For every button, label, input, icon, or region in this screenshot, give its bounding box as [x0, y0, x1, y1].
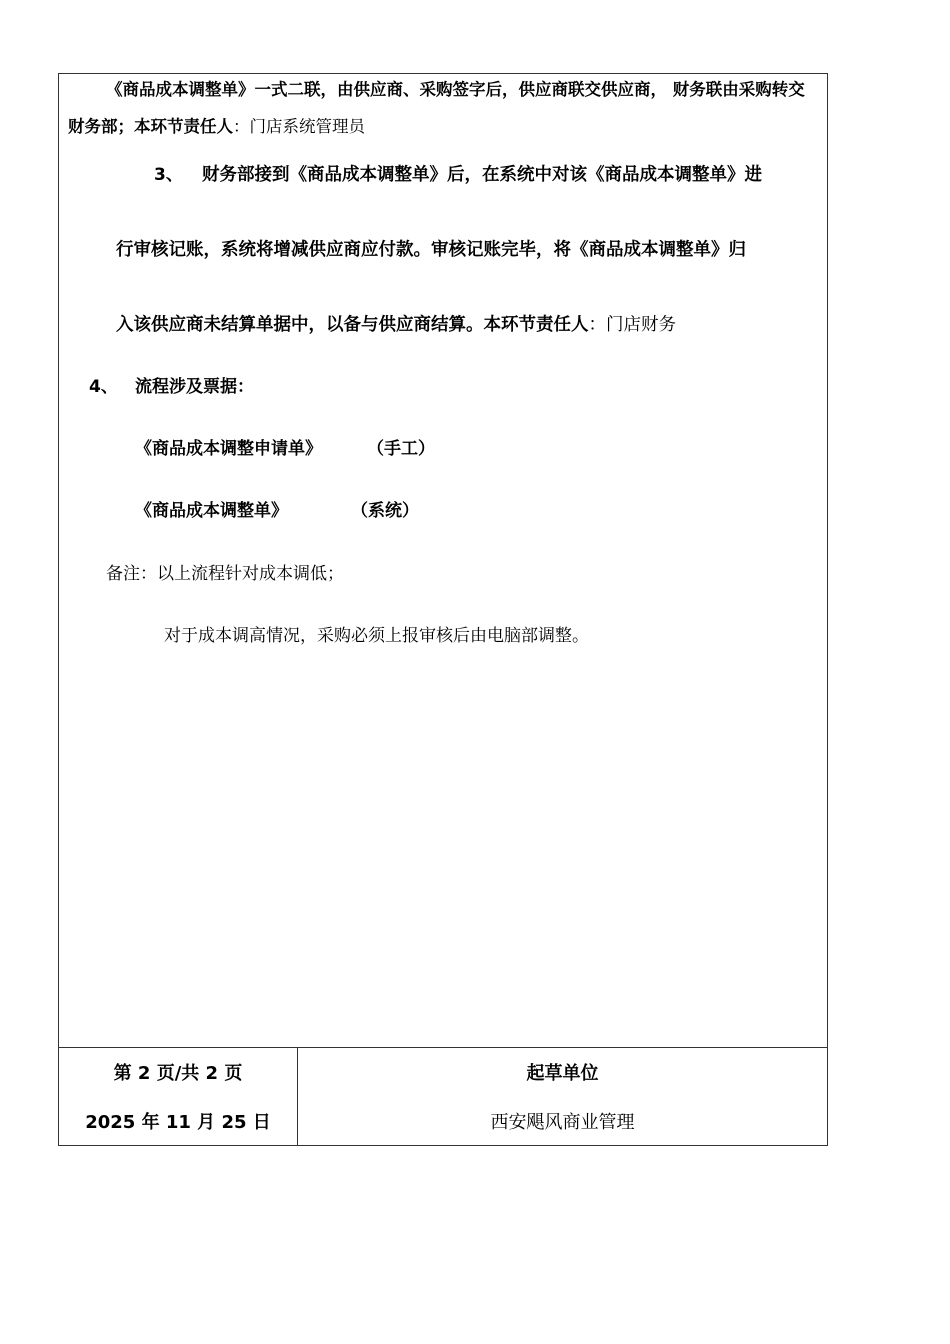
step-3-line-2: 行审核记账，系统将增减供应商应付款。审核记账完毕，将《商品成本调整单》归	[116, 240, 746, 260]
document-frame	[58, 73, 828, 1146]
note-line-2: 对于成本调高情况，采购必须上报审核后由电脑部调整。	[164, 626, 589, 646]
step-3-responsibility-label: 入该供应商未结算单据中，以备与供应商结算。本环节责任人	[116, 315, 589, 335]
footer-unit-cell	[298, 1048, 827, 1146]
drafting-unit-label: 起草单位	[526, 1063, 599, 1084]
document-body	[59, 74, 829, 1047]
note-line-1: 备注：以上流程针对成本调低；	[106, 564, 344, 584]
distribution-text: 《商品成本调整单》一式二联，由供应商、采购签字后，供应商联交供应商， 财务联由采购转交	[106, 80, 805, 99]
responsibility-label: 财务部；本环节责任人	[68, 117, 233, 136]
step-3-responsible-person: 门店财务	[606, 315, 676, 335]
responsibility-colon: ：	[233, 117, 250, 136]
step-3-number: 3、	[154, 165, 183, 185]
step-4-title: 流程涉及票据：	[135, 377, 254, 397]
drafting-unit-name: 西安飓风商业管理	[490, 1112, 635, 1133]
step-3-line-3	[116, 315, 676, 335]
footer-table	[59, 1047, 827, 1146]
step-3-colon: ：	[588, 315, 606, 335]
document-date: 2025 年 11 月 25 日	[85, 1112, 271, 1133]
responsibility-line-1	[68, 117, 365, 137]
step-4-number: 4、	[89, 377, 118, 397]
step-3-line-1: 财务部接到《商品成本调整单》后，在系统中对该《商品成本调整单》进	[202, 165, 762, 185]
footer-page-cell	[59, 1048, 298, 1146]
responsibility-person: 门店系统管理员	[249, 117, 365, 136]
document-2-name: 《商品成本调整单》	[135, 501, 288, 521]
document-1-type: （手工）	[367, 439, 435, 459]
document-2-type: （系统）	[351, 501, 419, 521]
page-info: 第 2 页/共 2 页	[113, 1063, 243, 1084]
document-1-name: 《商品成本调整申请单》	[135, 439, 322, 459]
